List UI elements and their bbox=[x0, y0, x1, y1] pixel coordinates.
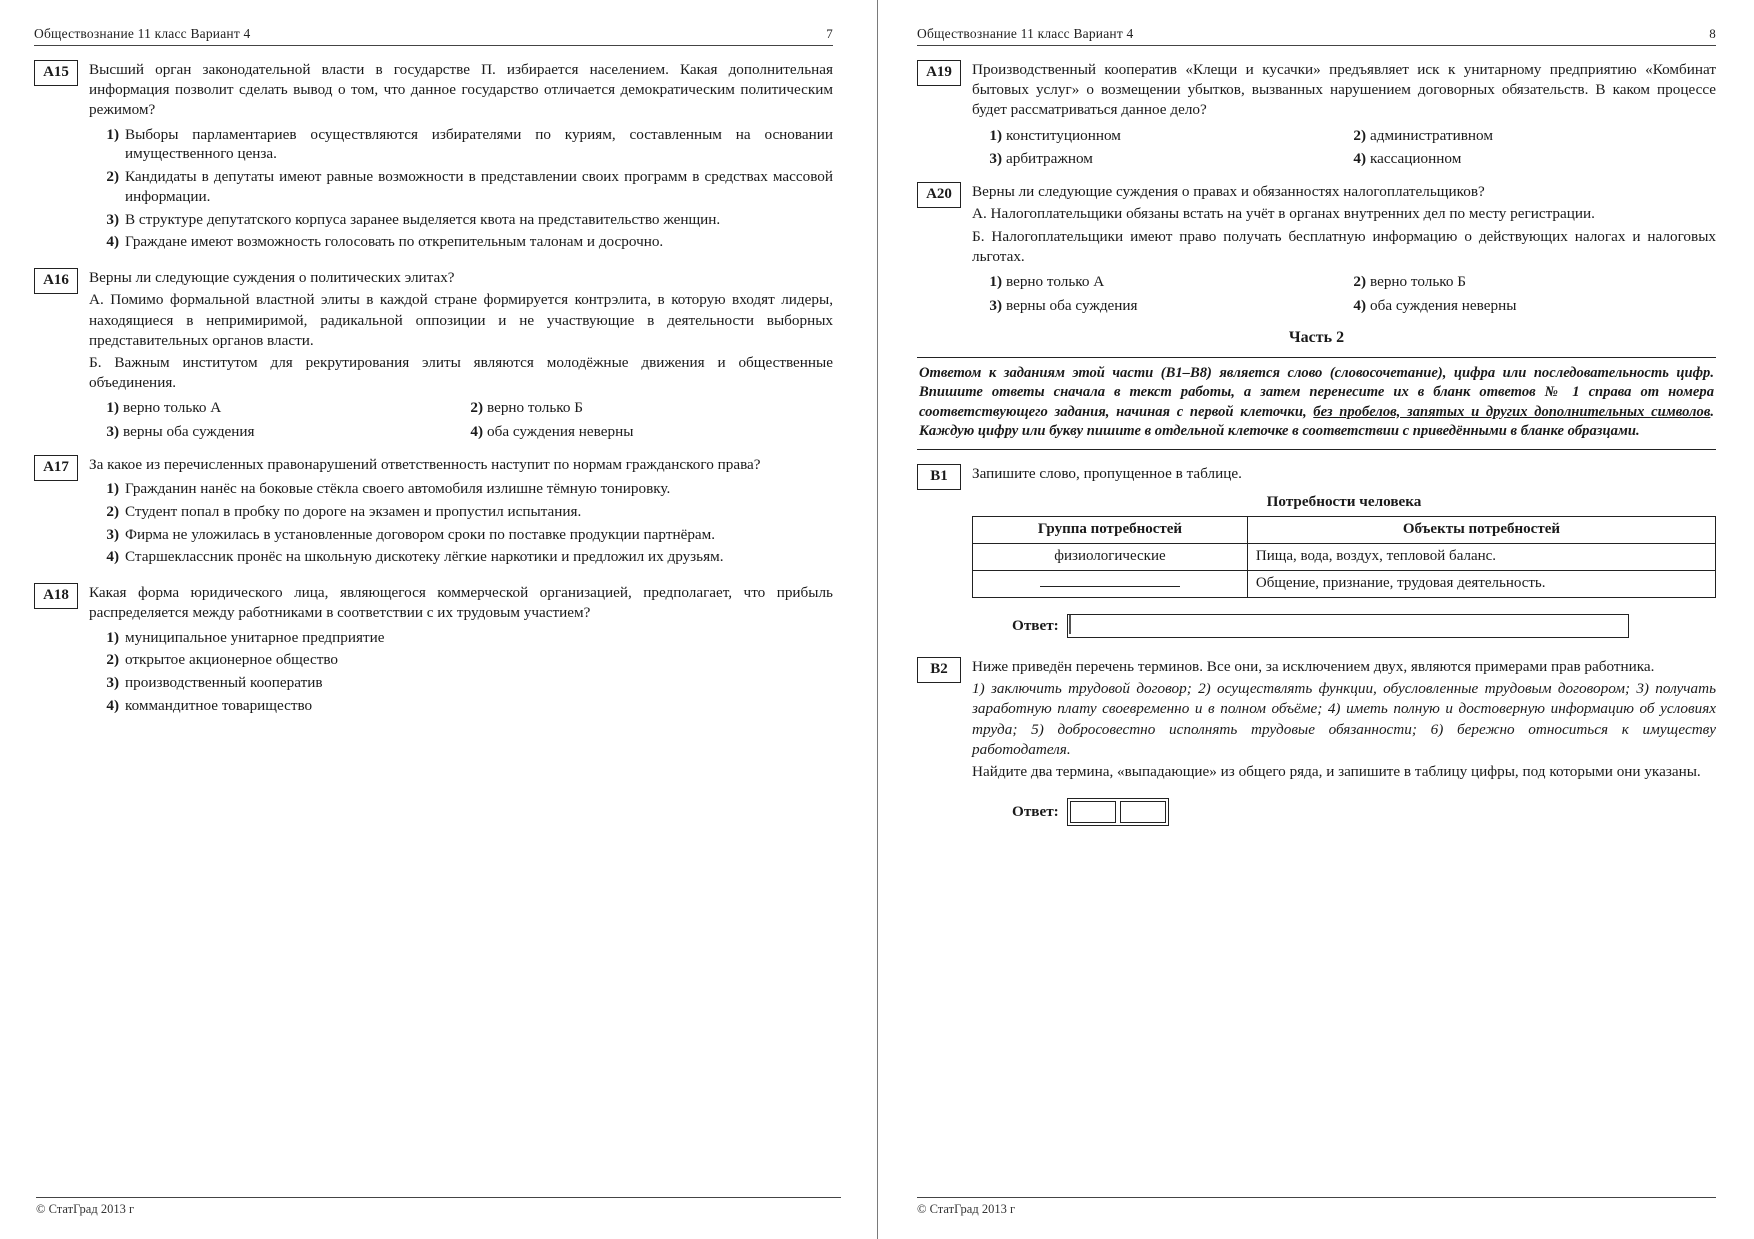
task-tail: Найдите два термина, «выпадающие» из общего ряда, и запишите в таблицу цифры, под которыми они указаны. bbox=[972, 763, 1701, 781]
options-a15 bbox=[89, 125, 833, 253]
instruction-text-before: Ответом к заданиям этой части (В1–В8) является слово (словосочетание), цифра или последовательность цифр. Впишите ответы сначала в текст работы, а затем перенесите их в бланк ответов № 1 справа от номера соответствующего задания, начиная с первой клеточки, bbox=[919, 364, 1714, 420]
cell-group: физиологические bbox=[973, 544, 1248, 571]
option[interactable] bbox=[989, 149, 1352, 169]
task-body-a17 bbox=[89, 455, 833, 570]
task-stem: Верны ли следующие суждения о политических элитах? bbox=[89, 269, 455, 287]
task-number-a15: А15 bbox=[34, 60, 78, 86]
option-label: верны оба суждения bbox=[1006, 296, 1138, 314]
statement-b: Б. Важным институтом для рекрутирования элиты являются молодёжные движения и общественные объединения. bbox=[89, 354, 833, 392]
option-marker: 3) bbox=[106, 423, 119, 441]
option-label: верно только А bbox=[1006, 273, 1105, 291]
option[interactable] bbox=[106, 479, 833, 499]
option-label: Граждане имеют возможность голосовать по открепительным талонам и досрочно. bbox=[125, 233, 664, 251]
option[interactable] bbox=[106, 628, 833, 648]
option-label: Студент попал в пробку по дороге на экзамен и пропустил испытания. bbox=[125, 502, 582, 520]
option[interactable] bbox=[1353, 296, 1716, 316]
task-a16 bbox=[34, 268, 833, 442]
task-body-b1 bbox=[972, 464, 1716, 644]
option-marker: 1) bbox=[106, 125, 119, 143]
task-number-a18: А18 bbox=[34, 583, 78, 609]
option-marker: 2) bbox=[1353, 126, 1366, 144]
statement-a: А. Помимо формальной властной элиты в каждой стране формируется контрэлита, в которую входят лидеры, находящиеся в непримиримой, радикальной оппозиции и не участвующие в деятельности выборных представительных органов власти. bbox=[89, 291, 833, 349]
answer-row-b2 bbox=[1012, 798, 1716, 826]
answer-label: Ответ: bbox=[1012, 803, 1059, 821]
page-number: 7 bbox=[826, 26, 833, 41]
option-label: Гражданин нанёс на боковые стёкла своего автомобиля излишне тёмную тонировку. bbox=[125, 480, 671, 498]
option-marker: 1) bbox=[989, 126, 1002, 144]
table-row bbox=[973, 571, 1716, 598]
option-marker: 1) bbox=[106, 628, 119, 646]
task-stem: Верны ли следующие суждения о правах и обязанностях налогоплательщиков? bbox=[972, 183, 1485, 201]
option[interactable] bbox=[1353, 126, 1716, 146]
option-label: муниципальное унитарное предприятие bbox=[125, 628, 385, 646]
option-label: арбитражном bbox=[1006, 150, 1093, 168]
terms-list: 1) заключить трудовой договор; 2) осуществлять функции, обусловленные трудовым договором; 3) получать заработную плату своевременно и в полном объёме; 4) иметь полную и достоверную информацию об условиях труда; 5) добросовестно исполнять трудовые обязанности; 6) бережно относиться к имуществу работодателя. bbox=[972, 680, 1716, 758]
task-stem: Высший орган законодательной власти в государстве П. избирается населением. Какая дополнительная информация позволит сделать вывод о том, что данное государство отличается демократическим политическим режимом? bbox=[89, 61, 833, 119]
option[interactable] bbox=[989, 296, 1352, 316]
task-body-b2 bbox=[972, 657, 1716, 832]
option-label: верно только Б bbox=[487, 399, 583, 417]
option-label: верны оба суждения bbox=[123, 423, 255, 441]
option[interactable] bbox=[989, 272, 1352, 292]
options-a17 bbox=[89, 479, 833, 567]
option-marker: 4) bbox=[106, 548, 119, 566]
option-marker: 1) bbox=[106, 399, 119, 417]
options-a18 bbox=[89, 628, 833, 716]
option[interactable] bbox=[106, 125, 833, 165]
task-number-a20: А20 bbox=[917, 182, 961, 208]
page-footer-left: © СтатГрад 2013 г bbox=[36, 1197, 841, 1217]
option[interactable] bbox=[106, 650, 833, 670]
page-header-right bbox=[917, 26, 1716, 46]
answer-input-b1[interactable] bbox=[1067, 614, 1629, 638]
header-title: Обществознание 11 класс Вариант 4 bbox=[34, 26, 251, 41]
table-row bbox=[973, 544, 1716, 571]
options-a16 bbox=[89, 398, 833, 442]
option-label: верно только А bbox=[123, 399, 222, 417]
task-body-a19 bbox=[972, 60, 1716, 169]
option-label: Старшеклассник пронёс на школьную дискотеку лёгкие наркотики и предложил их друзьям. bbox=[125, 548, 724, 566]
page-right bbox=[877, 0, 1754, 1239]
task-body-a16 bbox=[89, 268, 833, 442]
option-label: производственный кооператив bbox=[125, 674, 323, 692]
option-marker: 3) bbox=[106, 210, 119, 228]
option-label: коммандитное товарищество bbox=[125, 696, 313, 714]
option-label: кассационном bbox=[1370, 150, 1462, 168]
page-header-left bbox=[34, 26, 833, 46]
table-title: Потребности человека bbox=[1266, 492, 1422, 510]
option[interactable] bbox=[1353, 272, 1716, 292]
option[interactable] bbox=[106, 232, 833, 252]
option-label: Кандидаты в депутаты имеют равные возможности в представлении своих программ в средствах массовой информации. bbox=[125, 168, 833, 205]
option[interactable] bbox=[106, 422, 469, 442]
option-marker: 1) bbox=[106, 480, 119, 498]
option[interactable] bbox=[1353, 149, 1716, 169]
task-stem: Ниже приведён перечень терминов. Все они, за исключением двух, являются примерами прав работника. bbox=[972, 657, 1655, 675]
option-marker: 3) bbox=[106, 525, 119, 543]
option[interactable] bbox=[470, 422, 833, 442]
option-marker: 3) bbox=[106, 674, 119, 692]
task-a15 bbox=[34, 60, 833, 255]
option-marker: 4) bbox=[470, 423, 483, 441]
option[interactable] bbox=[106, 398, 469, 418]
option-marker: 2) bbox=[470, 399, 483, 417]
cell-objects: Пища, вода, воздух, тепловой баланс. bbox=[1247, 544, 1715, 571]
blank-line bbox=[1040, 576, 1180, 587]
option-label: оба суждения неверны bbox=[487, 423, 634, 441]
option[interactable] bbox=[106, 167, 833, 207]
option-marker: 2) bbox=[106, 168, 119, 186]
cell-group-blank[interactable] bbox=[973, 571, 1248, 598]
option-marker: 3) bbox=[989, 150, 1002, 168]
cell-objects: Общение, признание, трудовая деятельность. bbox=[1247, 571, 1715, 598]
answer-input-inner bbox=[1069, 615, 1071, 634]
option[interactable] bbox=[106, 673, 833, 693]
instruction-text-after: . Каждую цифру или букву пишите в отдельной клеточке в соответствии с приведёнными в бланке образцами. bbox=[919, 403, 1714, 440]
task-a19 bbox=[917, 60, 1716, 169]
task-stem: Какая форма юридического лица, являющегося коммерческой организацией, предполагает, что прибыль распределяется между работниками в соответствии с их трудовым участием? bbox=[89, 584, 833, 622]
header-title: Обществознание 11 класс Вариант 4 bbox=[917, 26, 1134, 41]
option-label: административном bbox=[1370, 126, 1493, 144]
task-b1 bbox=[917, 464, 1716, 644]
option-label: Выборы парламентариев осуществляются избирателями по куриям, составленным на основании имущественного ценза. bbox=[125, 125, 833, 163]
option-marker: 1) bbox=[989, 273, 1002, 291]
task-body-a18 bbox=[89, 583, 833, 718]
statement-b: Б. Налогоплательщики имеют право получать бесплатную информацию о действующих налогах и налоговых льготах. bbox=[972, 227, 1716, 265]
options-a20 bbox=[972, 272, 1716, 316]
task-a20 bbox=[917, 182, 1716, 315]
option-marker: 4) bbox=[1353, 296, 1366, 314]
task-a17 bbox=[34, 455, 833, 570]
part-title: Часть 2 bbox=[1288, 328, 1345, 346]
option-label: верно только Б bbox=[1370, 273, 1466, 291]
option-marker: 2) bbox=[106, 502, 119, 520]
task-stem: Запишите слово, пропущенное в таблице. bbox=[972, 464, 1242, 482]
option-marker: 4) bbox=[106, 696, 119, 714]
task-body-a20 bbox=[972, 182, 1716, 315]
task-stem: Производственный кооператив «Клещи и кусачки» предъявляет иск к унитарному предприятию «Комбинат бытовых услуг» о возмещении убытков, вызванных нарушением договорных обязательств. В каком процессе будет рассматриваться данное дело? bbox=[972, 61, 1716, 119]
options-a19 bbox=[972, 126, 1716, 170]
option-label: конституционном bbox=[1006, 126, 1121, 144]
answer-label: Ответ: bbox=[1012, 616, 1059, 634]
option[interactable] bbox=[106, 547, 833, 567]
option[interactable] bbox=[106, 502, 833, 522]
option[interactable] bbox=[106, 696, 833, 716]
needs-table bbox=[972, 516, 1716, 598]
option[interactable] bbox=[989, 126, 1352, 146]
answer-cell[interactable] bbox=[1070, 801, 1116, 823]
option-marker: 2) bbox=[1353, 273, 1366, 291]
task-number-a19: А19 bbox=[917, 60, 961, 86]
option-marker: 2) bbox=[106, 651, 119, 669]
option-marker: 4) bbox=[1353, 150, 1366, 168]
task-body-a15 bbox=[89, 60, 833, 255]
option-marker: 3) bbox=[989, 296, 1002, 314]
task-a18 bbox=[34, 583, 833, 718]
option-label: оба суждения неверны bbox=[1370, 296, 1517, 314]
task-number-a16: А16 bbox=[34, 268, 78, 294]
task-number-b1: В1 bbox=[917, 464, 961, 490]
option[interactable] bbox=[470, 398, 833, 418]
table-header-row bbox=[973, 517, 1716, 544]
task-stem: За какое из перечисленных правонарушений ответственность наступит по нормам гражданского права? bbox=[89, 455, 761, 473]
option-marker: 4) bbox=[106, 233, 119, 251]
task-number-a17: А17 bbox=[34, 455, 78, 481]
answer-cell[interactable] bbox=[1120, 801, 1166, 823]
statement-a: А. Налогоплательщики обязаны встать на учёт в органах внутренних дел по месту регистрации. bbox=[972, 205, 1595, 223]
task-number-b2: В2 bbox=[917, 657, 961, 683]
option-label: открытое акционерное общество bbox=[125, 651, 339, 669]
answer-row-b1 bbox=[1012, 614, 1716, 638]
option-label: В структуре депутатского корпуса заранее выделяется квота на представительство женщин. bbox=[125, 210, 721, 228]
part2-instruction bbox=[917, 357, 1716, 450]
column-header-group: Группа потребностей bbox=[973, 517, 1248, 544]
page-number: 8 bbox=[1709, 26, 1716, 41]
option[interactable] bbox=[106, 525, 833, 545]
option[interactable] bbox=[106, 210, 833, 230]
page-footer-right: © СтатГрад 2013 г bbox=[917, 1197, 1716, 1217]
task-b2 bbox=[917, 657, 1716, 832]
column-header-objects: Объекты потребностей bbox=[1247, 517, 1715, 544]
answer-cells-b2[interactable] bbox=[1067, 798, 1169, 826]
option-label: Фирма не уложилась в установленные договором сроки по поставке продукции партнёрам. bbox=[125, 525, 716, 543]
instruction-underlined: без пробелов, запятых и других дополнительных символов bbox=[1313, 403, 1711, 420]
